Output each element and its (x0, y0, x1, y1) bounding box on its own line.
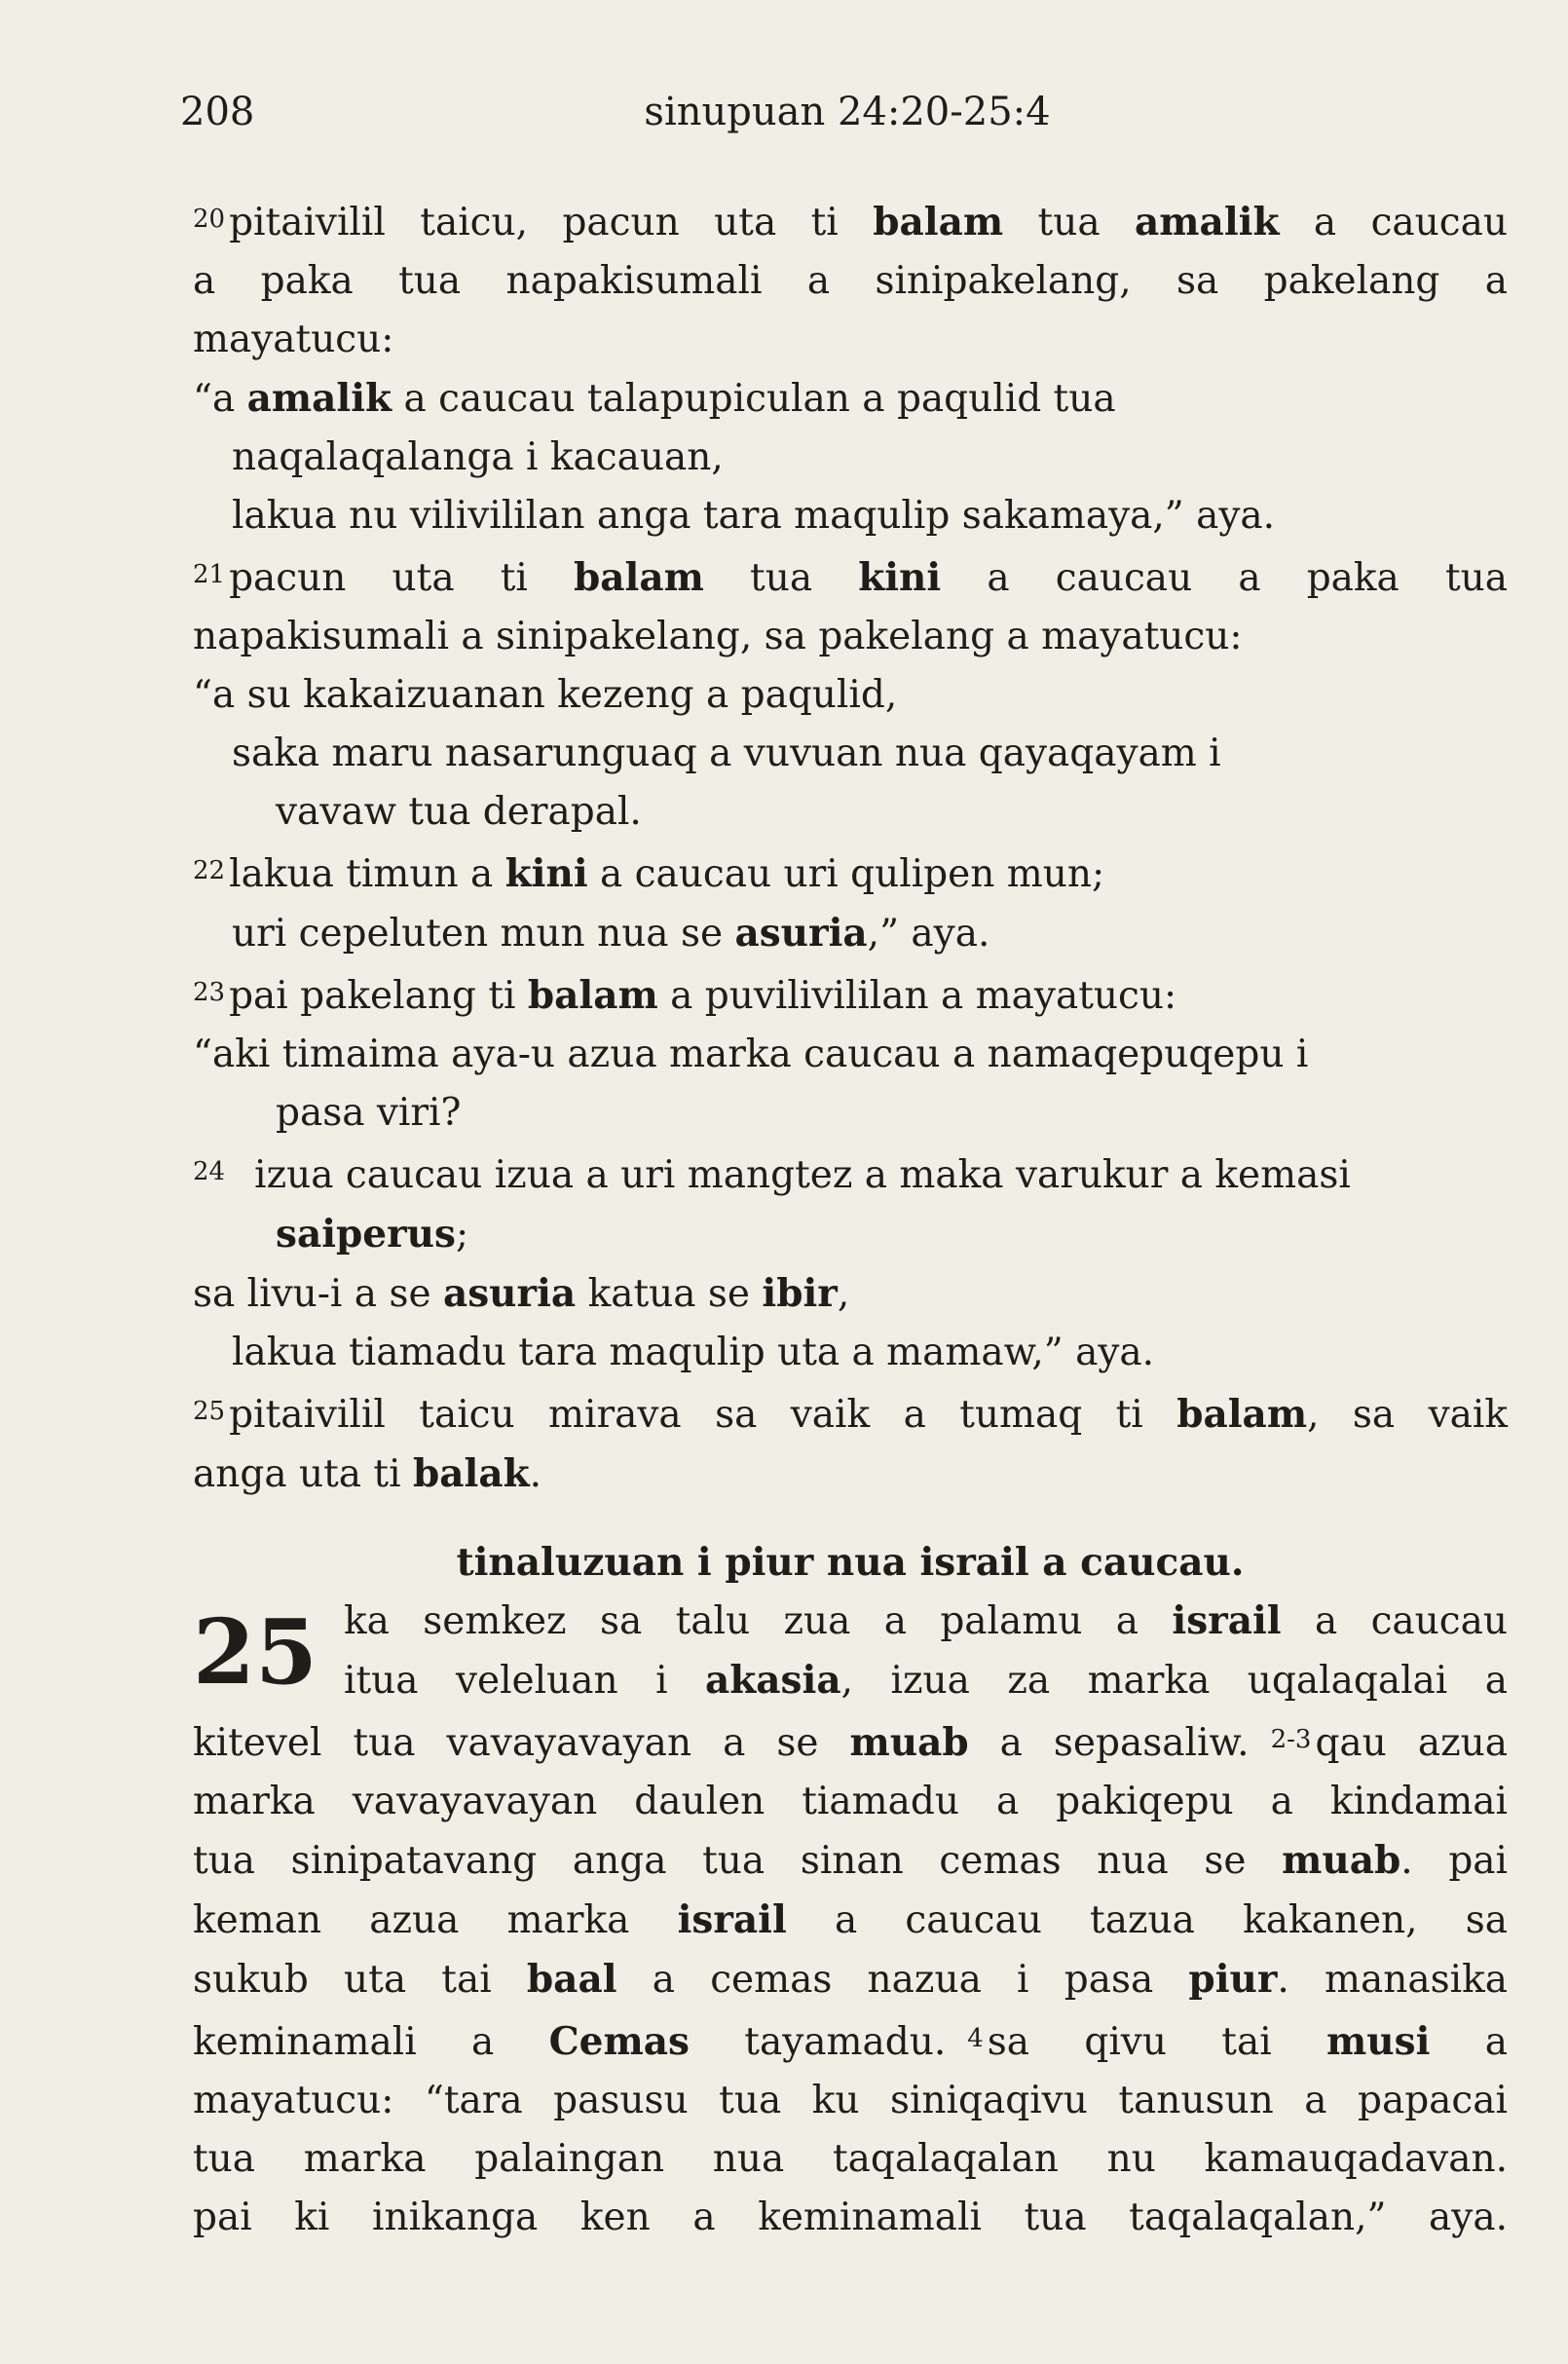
verse-number: 20 (193, 205, 226, 234)
chapter-25-line-3: kitevel tua vavayavayan a se muab a sepasaliw. $^{2-3}$ qau azua (193, 1720, 1508, 1765)
verse-20-line-3: mayatucu: (193, 318, 394, 361)
verse-22-line-2: uri cepeluten mun nua se asuria,” aya. (232, 911, 990, 956)
verse-21-line-2: napakisumali a sinipakelang, sa pakelang a mayatucu: (193, 615, 1243, 658)
verse-number: 25 (193, 1397, 226, 1426)
page-number: 208 (180, 90, 255, 134)
verse-number: 4 (967, 2024, 984, 2053)
verse-25-line-1: $^{25}$ pitaivilil taicu mirava sa vaik a tumaq ti balam, sa vaik (193, 1392, 1508, 1437)
chapter-25-line-4: marka vavayavayan daulen tiamadu a pakiqepu a kindamai (193, 1780, 1508, 1823)
verse-number: 22 (193, 856, 226, 885)
chapter-25-line-8: keminamali a Cemas tayamadu. $^4$ sa qivu tai musi a (193, 2019, 1508, 2064)
verse-23-poetry-1: “aki timaima aya-u azua marka caucau a namaqepuqepu i (193, 1032, 1309, 1076)
chapter-25 (193, 1592, 1508, 1710)
verse-21-poetry-2: saka maru nasarunguaq a vuvuan nua qayaqayam i (232, 732, 1221, 775)
verse-25-line-2: anga uta ti balak. (193, 1451, 542, 1496)
chapter-25-line-5: tua sinipatavang anga tua sinan cemas nua se muab. pai (193, 1838, 1509, 1883)
verse-23-poetry-2: pasa viri? (276, 1091, 462, 1135)
verse-21-poetry-1: “a su kakaizuanan kezeng a paqulid, (193, 673, 898, 717)
chapter-25-line-11: pai ki inikanga ken a keminamali tua taqalaqalan,” aya. (193, 2195, 1508, 2239)
verse-22-line-1: $^{22}$ lakua timun a kini a caucau uri qulipen mun; (193, 851, 1105, 896)
verse-24-line-3: sa livu-i a se asuria katua se ibir, (193, 1271, 850, 1316)
chapter-25-line-7: sukub uta tai baal a cemas nazua i pasa piur. manasika (193, 1957, 1508, 2002)
chapter-25-line-6: keman azua marka israil a caucau tazua kakanen, sa (193, 1897, 1508, 1942)
section-heading: tinaluzuan i piur nua israil a caucau. (456, 1540, 1245, 1585)
verse-24-line-1: $^{24}$ izua caucau izua a uri mangtez a maka varukur a kemasi (193, 1153, 1351, 1197)
verse-20-line-2: a paka tua napakisumali a sinipakelang, sa pakelang a (193, 259, 1508, 303)
chapter-25-line-10: tua marka palaingan nua taqalaqalan nu kamauqadavan. (193, 2137, 1508, 2181)
verse-20-poetry-2: naqalaqalanga i kacauan, (232, 435, 724, 479)
verse-23-line-1: $^{23}$ pai pakelang ti balam a puvilivililan a mayatucu: (193, 973, 1177, 1018)
verse-24-line-2: saiperus; (276, 1212, 469, 1257)
verse-21-poetry-3: vavaw tua derapal. (276, 790, 642, 834)
verse-number: 21 (193, 560, 226, 589)
verse-20-poetry-3: lakua nu vilivililan anga tara maqulip sakamaya,” aya. (232, 494, 1276, 538)
page-header (180, 90, 1514, 148)
verse-number: 24 (193, 1157, 226, 1186)
verse-20-line-1: $^{20}$ pitaivilil taicu, pacun uta ti balam tua amalik a caucau (193, 200, 1509, 244)
chapter-25-line-2: itua veleluan i akasia, izua za marka uqalaqalai a (344, 1658, 1508, 1703)
verse-number: 2-3 (1270, 1725, 1312, 1754)
verse-20-poetry-1: “a amalik a caucau talapupiculan a paqulid tua (193, 376, 1116, 421)
chapter-25-line-1: ka semkez sa talu zua a palamu a israil a caucau (344, 1598, 1509, 1643)
body-text (193, 190, 1508, 2247)
verse-21-line-1: $^{21}$ pacun uta ti balam tua kini a caucau a paka tua (193, 555, 1508, 600)
chapter-number: 25 (193, 1599, 318, 1705)
running-head: sinupuan 24:20-25:4 (644, 90, 1051, 134)
verse-number: 23 (193, 978, 226, 1007)
chapter-25-line-9: mayatucu: “tara pasusu tua ku siniqaqivu tanusun a papacai (193, 2079, 1508, 2122)
verse-24-line-4: lakua tiamadu tara maqulip uta a mamaw,” aya. (232, 1331, 1155, 1374)
